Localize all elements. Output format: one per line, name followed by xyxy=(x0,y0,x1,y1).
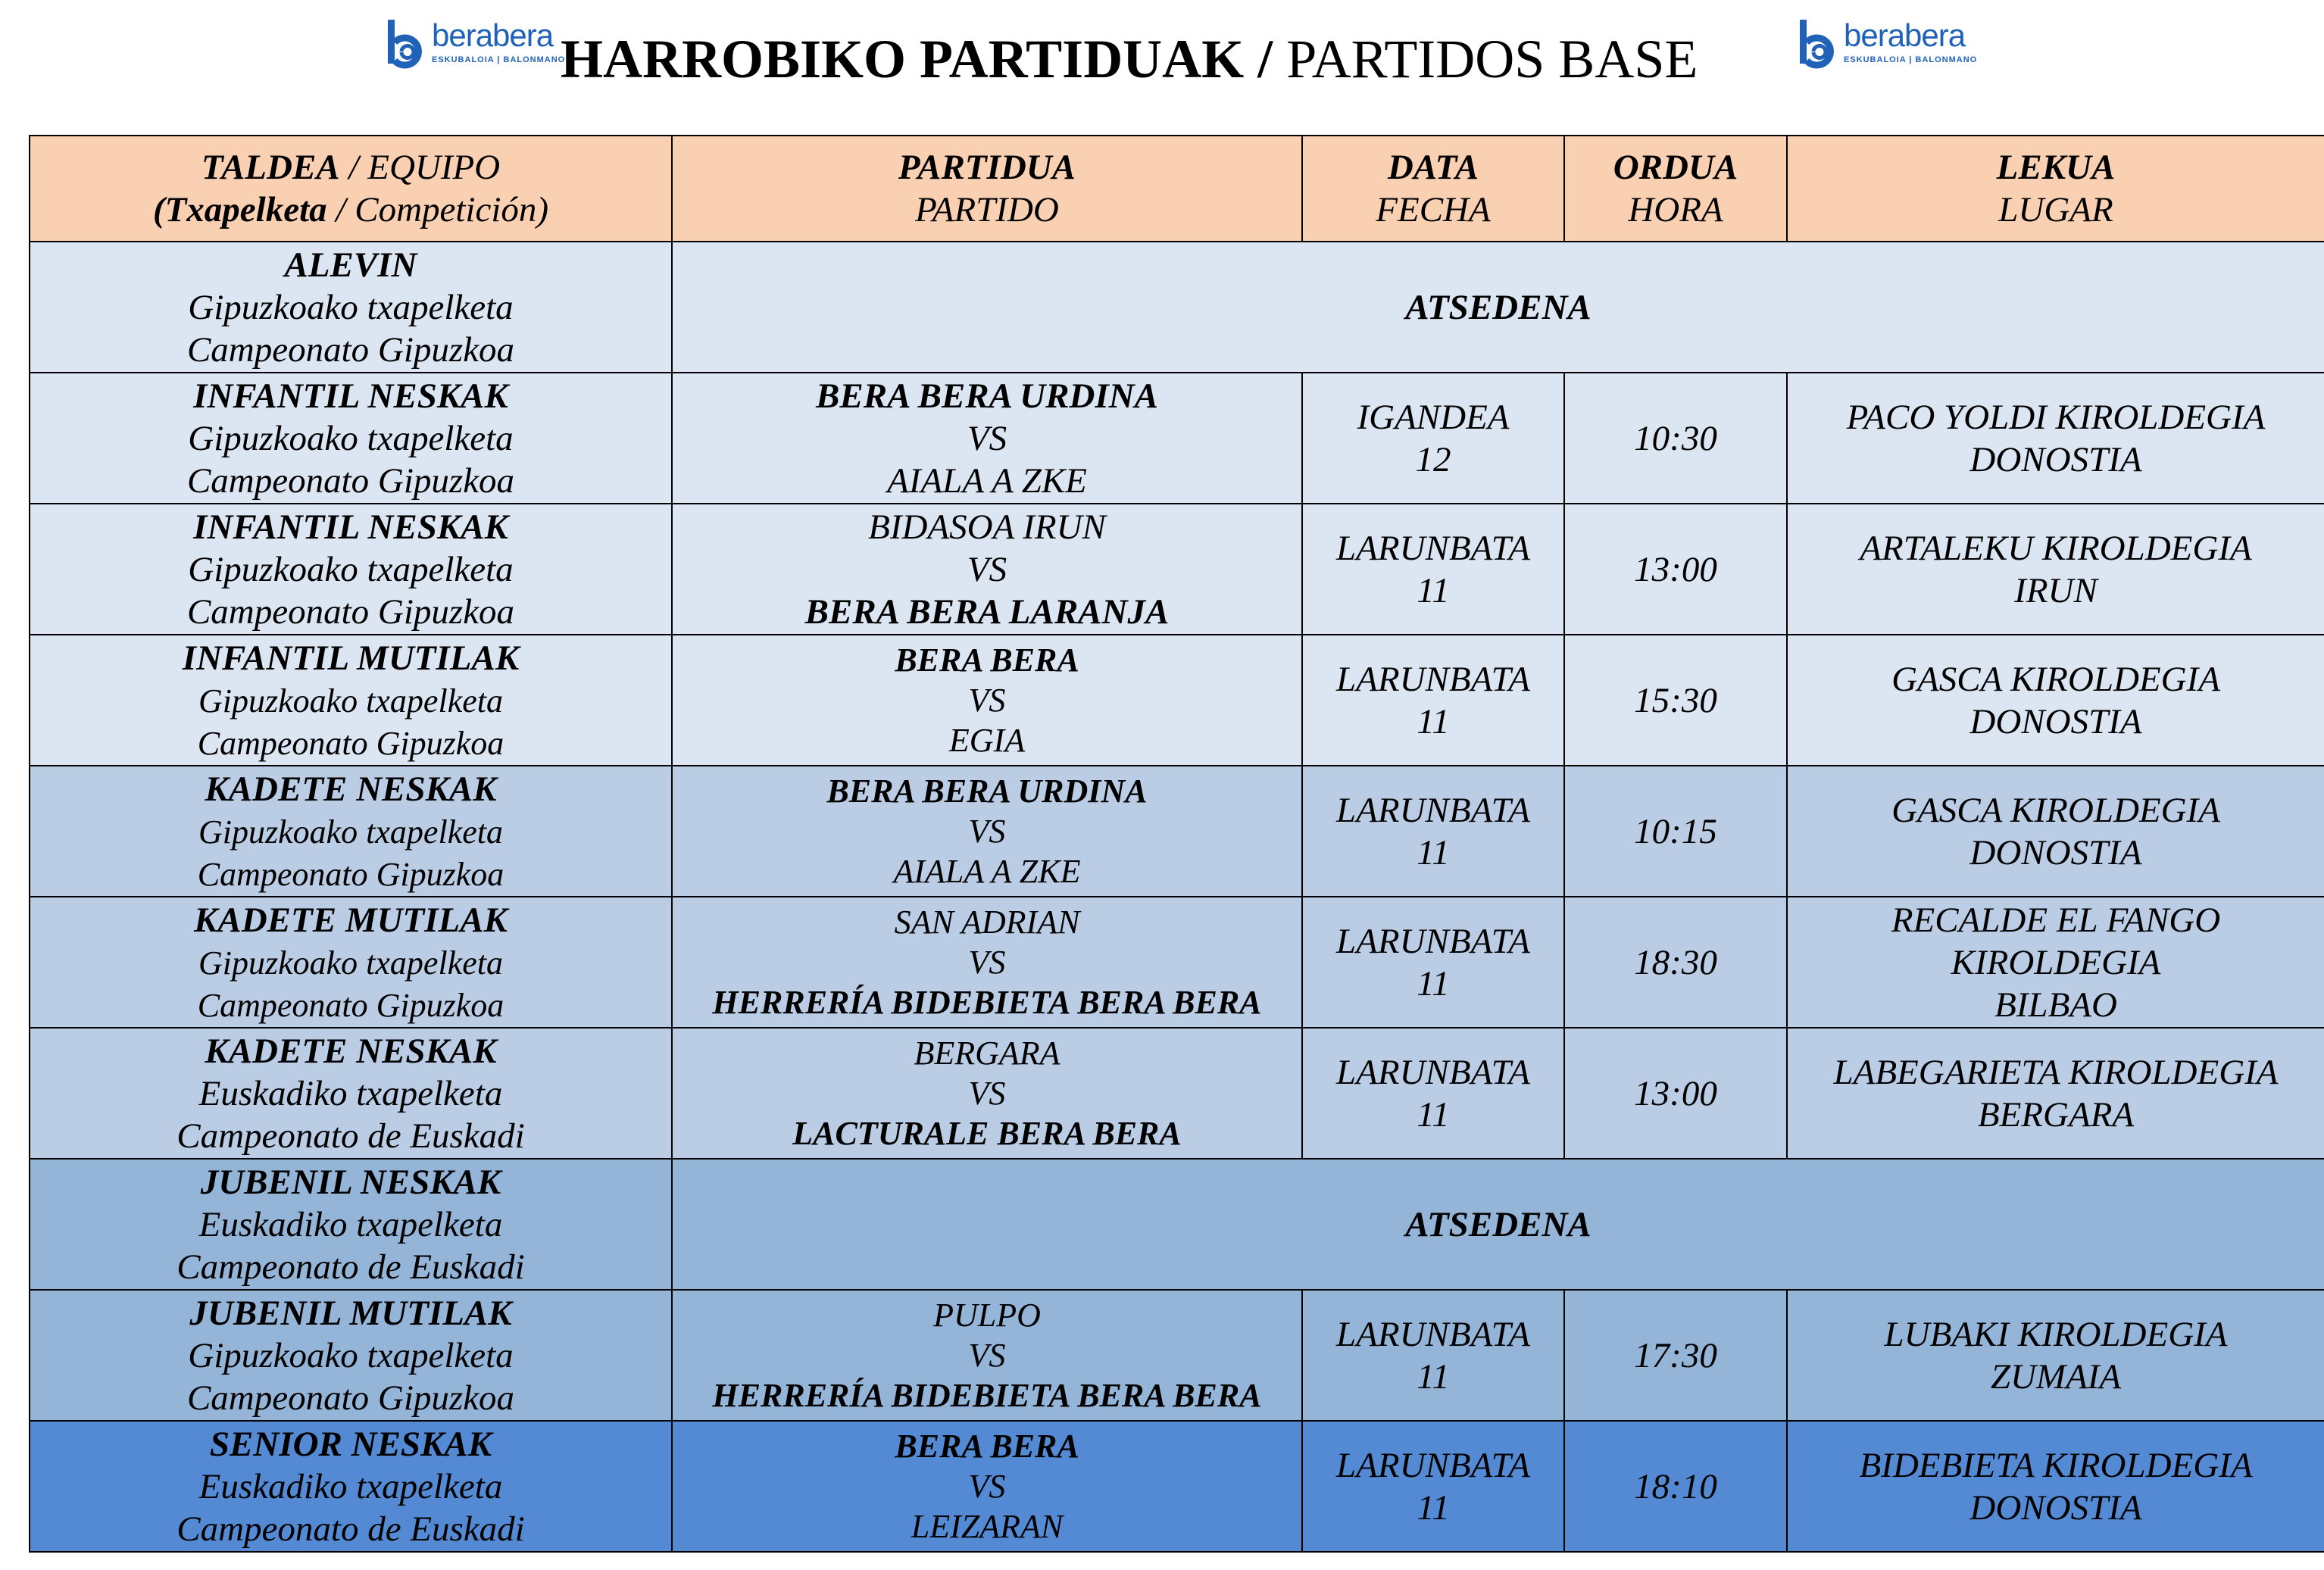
place-cell xyxy=(1787,504,2324,635)
place2-text: DONOSTIA xyxy=(1969,701,2142,741)
time-cell: 18:10 xyxy=(1564,1421,1787,1552)
place-cell xyxy=(1787,897,2324,1028)
place-bold-text: LEKUA xyxy=(1996,148,2116,187)
logo-tagline: ESKUBALOIA | BALONMANO xyxy=(1844,55,1978,64)
home-text: BIDASOA IRUN xyxy=(868,507,1106,547)
berabera-logo-right xyxy=(1797,17,1977,77)
comp-es-text: Campeonato Gipuzkoa xyxy=(197,986,504,1024)
away-text: AIALA A ZKE xyxy=(893,853,1081,890)
category-text: INFANTIL MUTILAK xyxy=(182,638,520,678)
team-cell xyxy=(30,504,672,635)
place2-text: IRUN xyxy=(2014,570,2098,610)
place-sub-text: LUGAR xyxy=(1998,190,2113,229)
header-date xyxy=(1302,136,1564,242)
comp-eu-text: Gipuzkoako txapelketa xyxy=(198,944,503,982)
place2-text: BERGARA xyxy=(1977,1094,2135,1135)
day-text: LARUNBATA xyxy=(1336,1314,1530,1354)
time-cell: 13:00 xyxy=(1564,504,1787,635)
rest-label: ATSEDENA xyxy=(1405,1204,1592,1244)
vs-text: VS xyxy=(968,682,1006,719)
comp-eu-text: Euskadiko txapelketa xyxy=(198,1204,503,1244)
date-text: 12 xyxy=(1415,439,1451,479)
table-row xyxy=(30,242,2324,373)
berabera-logo-icon xyxy=(1797,17,1841,71)
away-text: HERRERÍA BIDEBIETA BERA BERA xyxy=(712,1377,1262,1414)
comp-eu-text: Gipuzkoako txapelketa xyxy=(188,1335,514,1375)
comp-es-text: Campeonato de Euskadi xyxy=(176,1509,525,1549)
time-cell: 15:30 xyxy=(1564,635,1787,766)
match-cell xyxy=(672,1028,1302,1159)
place3-text: BILBAO xyxy=(1994,985,2117,1025)
date-text: 11 xyxy=(1417,832,1450,872)
category-text: ALEVIN xyxy=(284,245,417,285)
vs-text: VS xyxy=(968,1468,1006,1505)
home-text: BERA BERA URDINA xyxy=(826,773,1148,810)
time-sub-text: HORA xyxy=(1628,190,1723,229)
title-bold: HARROBIKO PARTIDUAK / xyxy=(561,29,1273,89)
place1-text: BIDEBIETA KIROLDEGIA xyxy=(1859,1445,2253,1485)
table-row xyxy=(30,373,2324,504)
vs-text: VS xyxy=(967,549,1007,589)
place-cell xyxy=(1787,766,2324,897)
time-cell: 17:30 xyxy=(1564,1290,1787,1421)
team-line2-open-text: ( xyxy=(152,190,165,229)
date-cell xyxy=(1302,1290,1564,1421)
logo-wordmark: berabera xyxy=(432,17,554,53)
date-text: 11 xyxy=(1417,1487,1450,1528)
table-row xyxy=(30,897,2324,1028)
place-cell xyxy=(1787,1290,2324,1421)
date-text: 11 xyxy=(1417,963,1450,1003)
day-text: LARUNBATA xyxy=(1336,921,1530,961)
comp-eu-text: Gipuzkoako txapelketa xyxy=(188,287,514,327)
table-row xyxy=(30,1159,2324,1290)
header-match xyxy=(672,136,1302,242)
comp-es-text: Campeonato Gipuzkoa xyxy=(186,460,515,501)
vs-text: VS xyxy=(968,1337,1006,1374)
header-team xyxy=(30,136,672,242)
day-text: LARUNBATA xyxy=(1336,1445,1530,1485)
vs-text: VS xyxy=(968,813,1006,850)
team-cell xyxy=(30,1028,672,1159)
date-cell xyxy=(1302,504,1564,635)
place1-text: LABEGARIETA KIROLDEGIA xyxy=(1833,1052,2279,1092)
category-text: INFANTIL NESKAK xyxy=(193,507,508,547)
rest-label: ATSEDENA xyxy=(1405,287,1592,327)
away-text: LEIZARAN xyxy=(911,1508,1064,1545)
match-cell xyxy=(672,504,1302,635)
time-bold-text: ORDUA xyxy=(1613,148,1738,187)
comp-eu-text: Gipuzkoako txapelketa xyxy=(198,813,503,851)
berabera-logo-left xyxy=(385,17,565,77)
rest-cell xyxy=(672,242,2324,373)
day-text: LARUNBATA xyxy=(1336,790,1530,830)
team-cell xyxy=(30,1421,672,1552)
berabera-logo-icon xyxy=(385,17,429,71)
date-cell xyxy=(1302,897,1564,1028)
category-text: KADETE MUTILAK xyxy=(194,900,508,940)
match-cell xyxy=(672,897,1302,1028)
time-cell: 10:30 xyxy=(1564,373,1787,504)
date-cell xyxy=(1302,1028,1564,1159)
table-header-row xyxy=(30,136,2324,242)
team-line2-rest-text: / Competición) xyxy=(326,190,549,229)
date-text: 11 xyxy=(1417,1356,1450,1397)
place2-text: DONOSTIA xyxy=(1969,832,2142,872)
category-text: KADETE NESKAK xyxy=(205,769,497,809)
home-text: SAN ADRIAN xyxy=(894,904,1080,941)
vs-text: VS xyxy=(968,1075,1006,1112)
category-text: INFANTIL NESKAK xyxy=(193,376,508,416)
home-text: PULPO xyxy=(933,1297,1041,1334)
home-text: BERGARA xyxy=(914,1035,1060,1072)
date-text: 11 xyxy=(1417,570,1450,610)
place1-text: GASCA KIROLDEGIA xyxy=(1891,790,2220,830)
team-cell xyxy=(30,766,672,897)
date-text: 11 xyxy=(1417,701,1450,741)
home-text: BERA BERA xyxy=(895,641,1079,679)
comp-es-text: Campeonato Gipuzkoa xyxy=(186,329,515,370)
day-text: LARUNBATA xyxy=(1336,659,1530,699)
date-cell xyxy=(1302,1421,1564,1552)
comp-eu-text: Euskadiko txapelketa xyxy=(198,1466,503,1506)
place2-text: ZUMAIA xyxy=(1990,1356,2122,1397)
time-cell: 13:00 xyxy=(1564,1028,1787,1159)
team-cell xyxy=(30,1159,672,1290)
title-regular: PARTIDOS BASE xyxy=(1286,29,1698,89)
place1-text: LUBAKI KIROLDEGIA xyxy=(1884,1314,2228,1354)
place1-text: RECALDE EL FANGO xyxy=(1891,900,2221,940)
date-cell xyxy=(1302,373,1564,504)
page-header xyxy=(0,0,2324,121)
table-row xyxy=(30,1028,2324,1159)
comp-es-text: Campeonato de Euskadi xyxy=(176,1116,525,1156)
match-cell xyxy=(672,373,1302,504)
category-text: KADETE NESKAK xyxy=(205,1031,497,1071)
page-title xyxy=(561,21,1773,97)
place-cell xyxy=(1787,1028,2324,1159)
team-cell xyxy=(30,897,672,1028)
away-text: LACTURALE BERA BERA xyxy=(792,1115,1182,1152)
category-text: JUBENIL MUTILAK xyxy=(189,1293,512,1333)
comp-eu-text: Gipuzkoako txapelketa xyxy=(188,549,514,589)
place2-text: KIROLDEGIA xyxy=(1951,942,2161,982)
header-time xyxy=(1564,136,1787,242)
place2-text: DONOSTIA xyxy=(1969,439,2142,479)
logo-wordmark: berabera xyxy=(1844,17,1966,53)
team-cell xyxy=(30,1290,672,1421)
match-bold-text: PARTIDUA xyxy=(898,148,1076,187)
comp-es-text: Campeonato Gipuzkoa xyxy=(186,1378,515,1418)
place-cell xyxy=(1787,635,2324,766)
comp-eu-text: Euskadiko txapelketa xyxy=(198,1073,503,1113)
team-line2-bold-text: Txapelketa xyxy=(164,190,327,229)
date-text: 11 xyxy=(1417,1094,1450,1135)
team-line1-rest-text: / EQUIPO xyxy=(339,148,501,187)
day-text: LARUNBATA xyxy=(1336,528,1530,568)
comp-es-text: Campeonato Gipuzkoa xyxy=(186,591,515,632)
time-cell: 18:30 xyxy=(1564,897,1787,1028)
table-row xyxy=(30,766,2324,897)
schedule-table xyxy=(29,135,2324,1553)
comp-es-text: Campeonato de Euskadi xyxy=(176,1247,525,1287)
match-cell xyxy=(672,1421,1302,1552)
table-row xyxy=(30,1421,2324,1552)
header-place xyxy=(1787,136,2324,242)
table-row xyxy=(30,635,2324,766)
category-text: JUBENIL NESKAK xyxy=(200,1162,501,1202)
comp-eu-text: Gipuzkoako txapelketa xyxy=(188,418,514,458)
date-sub-text: FECHA xyxy=(1376,190,1491,229)
day-text: LARUNBATA xyxy=(1336,1052,1530,1092)
match-cell xyxy=(672,635,1302,766)
place1-text: ARTALEKU KIROLDEGIA xyxy=(1860,528,2252,568)
team-line1-bold-text: TALDEA xyxy=(201,148,340,187)
match-sub-text: PARTIDO xyxy=(915,190,1059,229)
date-cell xyxy=(1302,635,1564,766)
comp-eu-text: Gipuzkoako txapelketa xyxy=(198,682,503,719)
team-cell xyxy=(30,635,672,766)
away-text: HERRERÍA BIDEBIETA BERA BERA xyxy=(712,984,1262,1021)
date-bold-text: DATA xyxy=(1387,148,1479,187)
match-cell xyxy=(672,1290,1302,1421)
table-row xyxy=(30,1290,2324,1421)
away-text: AIALA A ZKE xyxy=(887,460,1087,501)
table-row xyxy=(30,504,2324,635)
team-cell xyxy=(30,242,672,373)
vs-text: VS xyxy=(968,944,1006,981)
vs-text: VS xyxy=(967,418,1007,458)
comp-es-text: Campeonato Gipuzkoa xyxy=(197,855,504,893)
home-text: BERA BERA xyxy=(895,1428,1079,1465)
team-cell xyxy=(30,373,672,504)
away-text: EGIA xyxy=(948,722,1026,759)
place1-text: GASCA KIROLDEGIA xyxy=(1891,659,2220,699)
time-cell: 10:15 xyxy=(1564,766,1787,897)
home-text: BERA BERA URDINA xyxy=(816,376,1158,416)
place-cell xyxy=(1787,1421,2324,1552)
away-text: BERA BERA LARANJA xyxy=(804,591,1170,632)
match-cell xyxy=(672,766,1302,897)
place1-text: PACO YOLDI KIROLDEGIA xyxy=(1846,397,2266,437)
date-cell xyxy=(1302,766,1564,897)
place2-text: DONOSTIA xyxy=(1969,1487,2142,1528)
logo-tagline: ESKUBALOIA | BALONMANO xyxy=(432,55,566,64)
day-text: IGANDEA xyxy=(1357,397,1510,437)
category-text: SENIOR NESKAK xyxy=(209,1424,492,1464)
place-cell xyxy=(1787,373,2324,504)
rest-cell xyxy=(672,1159,2324,1290)
comp-es-text: Campeonato Gipuzkoa xyxy=(197,724,504,762)
